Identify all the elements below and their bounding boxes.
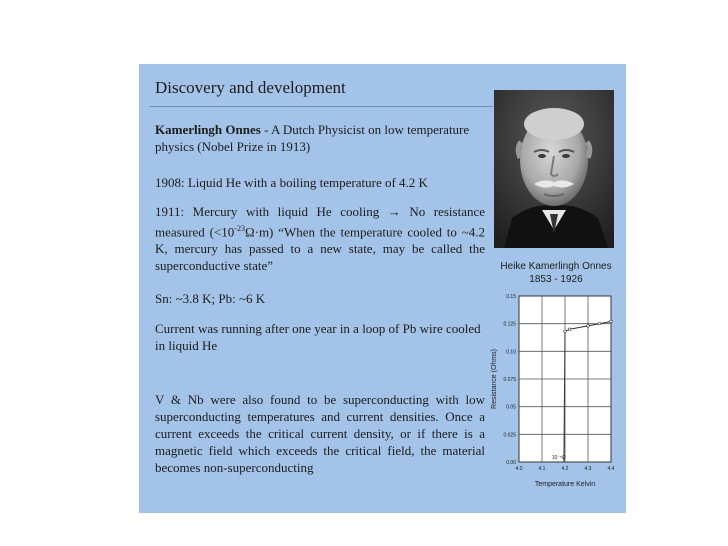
y-tick-label: 0.10: [506, 349, 516, 356]
y-tick-label: 0.025: [503, 432, 516, 439]
text-1911-exponent: -23: [234, 224, 245, 233]
paragraph-sn-pb: Sn: ~3.8 K; Pb: ~6 K: [155, 291, 266, 306]
paragraph-1908: 1908: Liquid He with a boiling temperature of 4.2 K: [155, 175, 428, 190]
onnes-description: - A Dutch Physicist on low temperature physics (Nobel Prize in 1913): [155, 122, 470, 154]
y-tick-label: 0.075: [503, 377, 516, 383]
x-tick-labels: [516, 466, 615, 472]
resistance-chart: [488, 292, 618, 502]
x-axis-label: Temperature Kelvin: [534, 481, 596, 488]
y-tick-label: 0.125: [503, 321, 516, 328]
data-point: [564, 330, 567, 333]
y-tick-labels: [503, 294, 516, 466]
data-point: [568, 328, 571, 331]
caption-name: Heike Kamerlingh Onnes: [500, 261, 612, 272]
data-point: [598, 322, 601, 325]
y-tick-label: 0.15: [506, 294, 516, 300]
x-tick-label: 4.2: [561, 466, 569, 472]
slide: [139, 64, 626, 513]
data-point: [587, 325, 590, 328]
text-1911-a: 1911: Mercury with liquid He cooling → No resistance measured (<10: [155, 204, 485, 240]
x-tick-label: 4.3: [584, 466, 592, 472]
slide-title: Discovery and development: [155, 78, 346, 97]
text-1911-b: Ω·m) “When the temperature cooled to ~4.2 K, mercury has passed to a new state, may be called the superconductive state”: [155, 224, 485, 274]
y-tick-label: 0.00: [506, 460, 516, 466]
portrait-image: [494, 90, 614, 248]
paragraph-1911: [155, 203, 485, 274]
paragraph-v-nb: V & Nb were also found to be superconducting with low superconducting temperatures and current densities. Once a current exceeds the critical current density, or if there is a magnetic field which exceeds the critical field, the material becomes non-superconducting: [155, 392, 485, 475]
chart-annotation: 10⁻⁵Ω: [551, 455, 566, 461]
photo-caption: [494, 260, 618, 286]
onnes-name: Kamerlingh Onnes: [155, 122, 261, 137]
x-tick-label: 4.4: [607, 466, 615, 472]
x-tick-label: 4.1: [538, 466, 546, 472]
portrait-photo: [494, 90, 614, 248]
caption-years: 1853 - 1926: [529, 274, 583, 285]
y-axis-label: Resistance (Ohms): [491, 349, 498, 409]
paragraph-onnes: [155, 121, 485, 155]
data-point: [610, 320, 613, 323]
title-divider: [149, 106, 493, 107]
x-tick-label: 4.0: [515, 466, 523, 472]
y-tick-label: 0.05: [506, 404, 516, 411]
paragraph-current: Current was running after one year in a loop of Pb wire cooled in liquid He: [155, 321, 481, 353]
